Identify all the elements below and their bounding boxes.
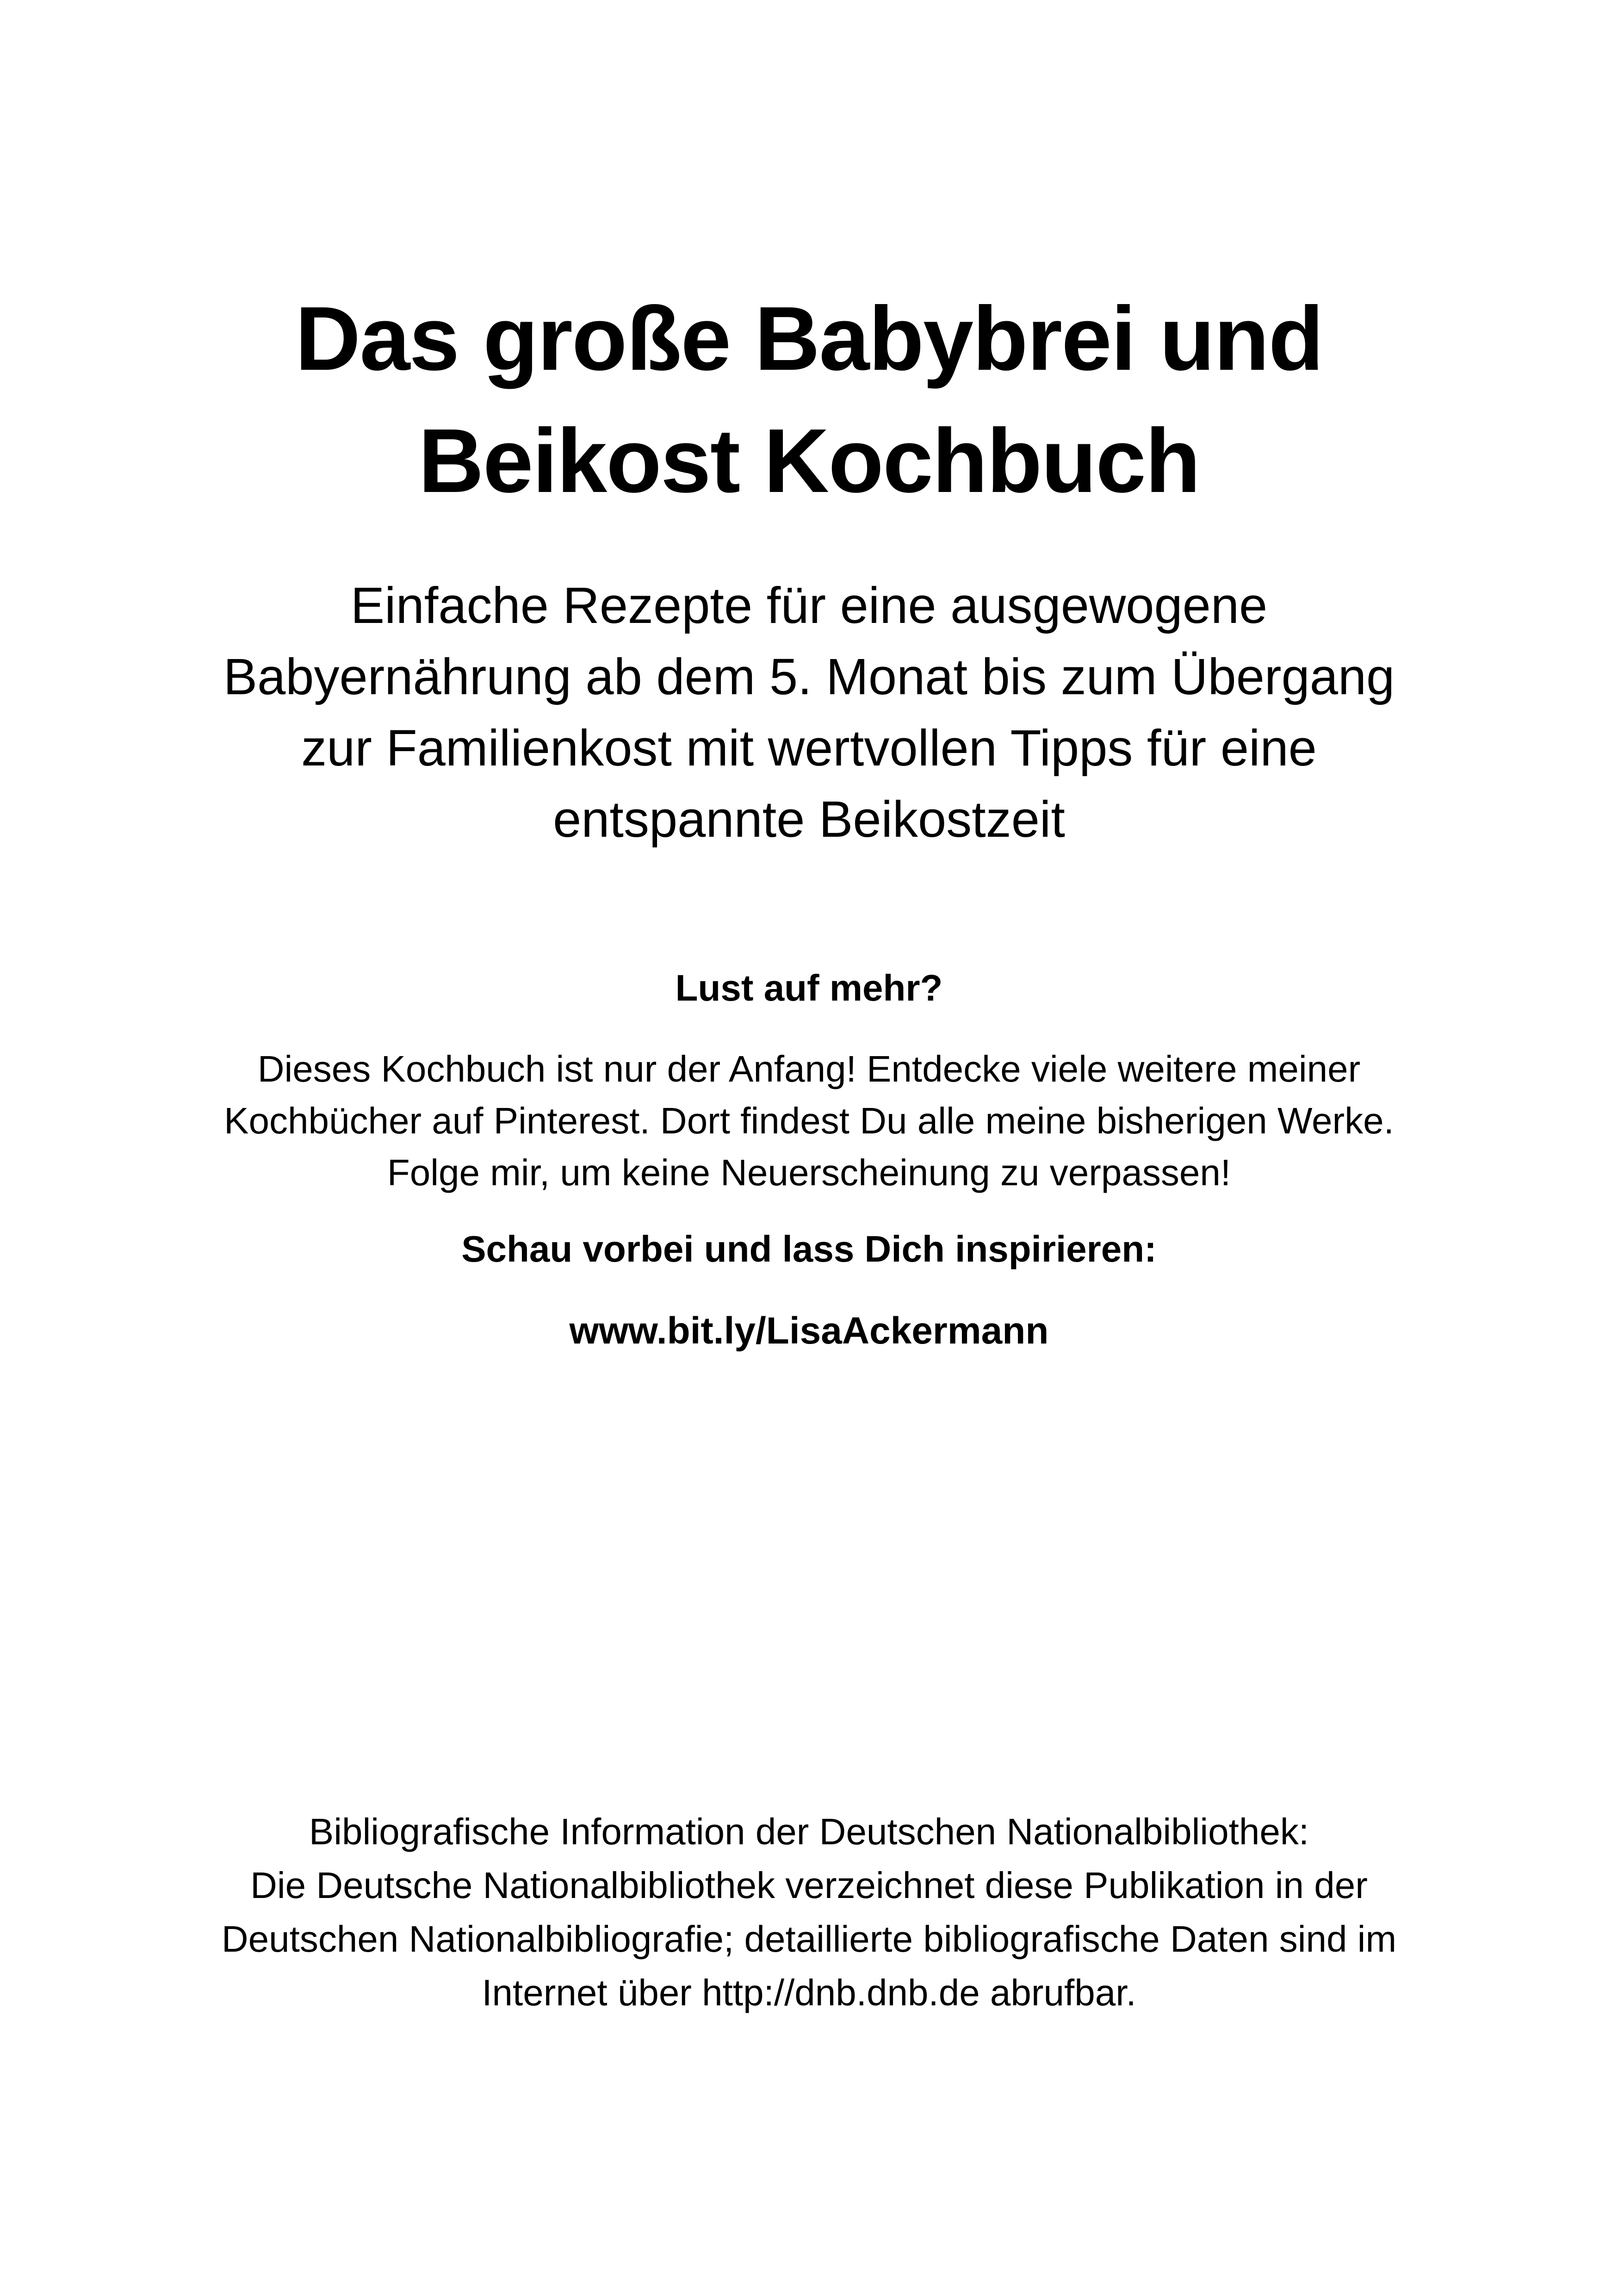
promo-text-line-2: Kochbücher auf Pinterest. Dort findest Du alle meine bisherigen Werke. [224, 1100, 1394, 1141]
bibliographic-line-1: Bibliografische Information der Deutschen Nationalbibliothek: [309, 1811, 1309, 1852]
promo-text [176, 1043, 1442, 1199]
pinterest-link[interactable]: www.bit.ly/LisaAckermann [569, 1310, 1049, 1352]
bibliographic-information [176, 1805, 1442, 2020]
book-subtitle-line-2: Babyernährung ab dem 5. Monat bis zum Übergang [223, 648, 1395, 705]
bibliographic-line-4: Internet über http://dnb.dnb.de abrufbar. [482, 1972, 1136, 2013]
promo-call-to-action: Schau vorbei und lass Dich inspirieren: [461, 1228, 1157, 1269]
promo-heading: Lust auf mehr? [675, 967, 943, 1008]
book-subtitle-line-4: entspannte Beikostzeit [553, 791, 1065, 848]
promo-section [176, 963, 1442, 1357]
book-subtitle-line-1: Einfache Rezepte für eine ausgewogene [350, 577, 1268, 634]
book-title [176, 278, 1442, 522]
promo-text-line-1: Dieses Kochbuch ist nur der Anfang! Entdecke viele weitere meiner [257, 1048, 1361, 1089]
book-subtitle [176, 570, 1442, 855]
bibliographic-line-3: Deutschen Nationalbibliografie; detaillierte bibliografische Daten sind im [221, 1918, 1397, 1960]
bibliographic-line-2: Die Deutsche Nationalbibliothek verzeichnet diese Publikation in der [250, 1865, 1368, 1906]
promo-text-line-3: Folge mir, um keine Neuerscheinung zu verpassen! [387, 1152, 1231, 1193]
book-title-line-1: Das große Babybrei und [295, 288, 1323, 389]
book-subtitle-line-3: zur Familienkost mit wertvollen Tipps für eine [301, 720, 1317, 777]
book-title-line-2: Beikost Kochbuch [418, 410, 1200, 511]
